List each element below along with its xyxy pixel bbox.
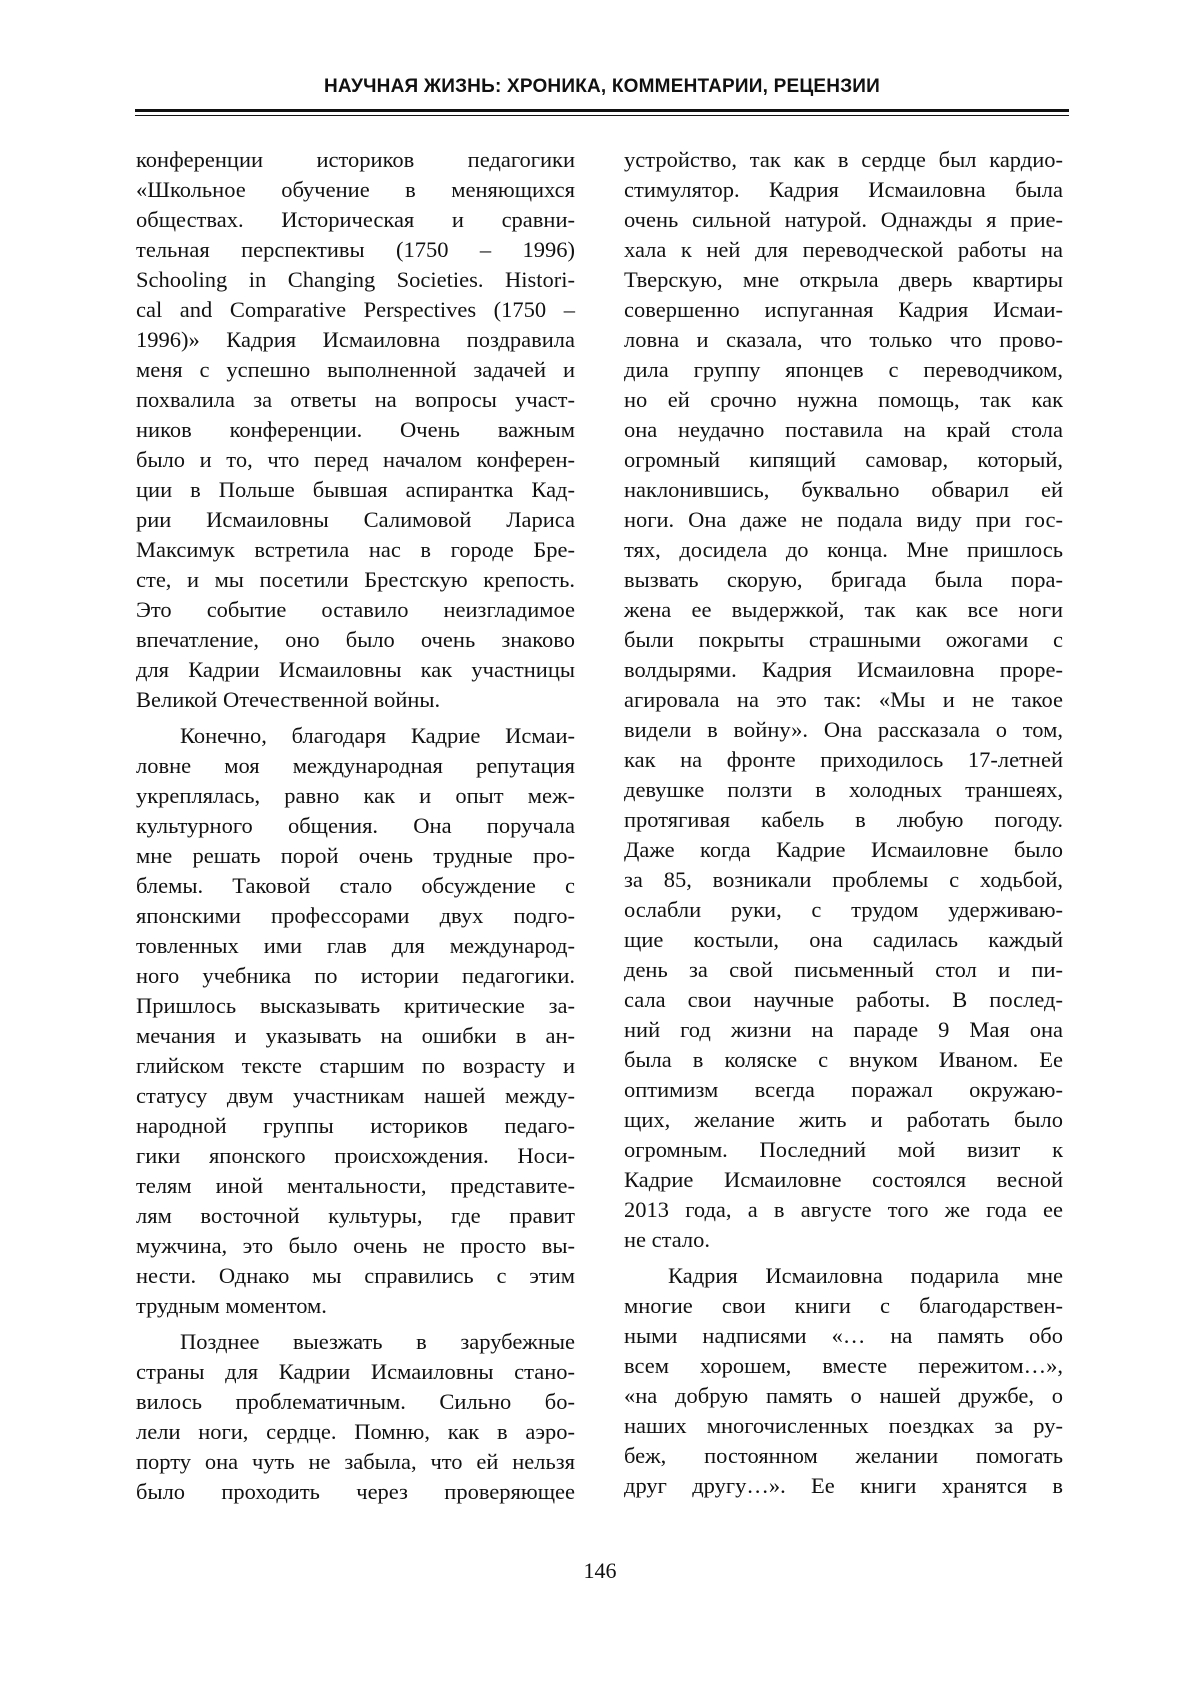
text-line: обществах. Историческая и сравни- [136,207,575,232]
text-line: было и то, что перед началом конферен- [136,447,575,472]
text-line: беж, постоянном желании помогать [624,1443,1063,1468]
text-line: Позднее выезжать в зарубежные [180,1329,575,1354]
text-line: ции в Польше бывшая аспирантка Кад- [136,477,575,502]
text-line: ников конференции. Очень важным [136,417,575,442]
text-line: ловна и сказала, что только что прово- [624,327,1063,352]
text-line: культурного общения. Она поручала [136,813,575,838]
text-line: ний год жизни на параде 9 Мая она [624,1017,1063,1042]
text-line: ными надписями «… на память обо [624,1323,1063,1348]
text-line: тях, досидела до конца. Мне пришлось [624,537,1063,562]
text-line: сте, и мы посетили Брестскую крепость. [136,567,575,592]
text-line: очень сильной натурой. Однажды я прие- [624,207,1063,232]
text-line: наклонившись, буквально обварил ей [624,477,1063,502]
text-line: телям иной ментальности, представите- [136,1173,575,1198]
text-line: огромный кипящий самовар, который, [624,447,1063,472]
text-line: девушке ползти в холодных траншеях, [624,777,1063,802]
text-line: жена ее выдержкой, так как все ноги [624,597,1063,622]
page-number: 146 [583,1558,617,1583]
running-title: НАУЧНАЯ ЖИЗНЬ: ХРОНИКА, КОММЕНТАРИИ, РЕЦЕНЗИИ [323,76,881,97]
text-line: лели ноги, сердце. Помню, как в аэро- [136,1419,575,1444]
text-line: ноги. Она даже не подала виду при гос- [624,507,1063,532]
text-line: глийском тексте старшим по возрасту и [136,1053,575,1078]
text-line: «на добрую память о нашей дружбе, о [624,1383,1063,1408]
text-line: похвалила за ответы на вопросы участ- [136,387,575,412]
text-line: статусу двум участникам нашей между- [136,1083,575,1108]
text-line: Пришлось высказывать критические за- [136,993,575,1018]
text-line: «Школьное обучение в меняющихся [136,177,575,202]
text-line: друг другу…». Ее книги хранятся в [624,1473,1063,1498]
text-line: сала свои научные работы. В послед- [624,987,1063,1012]
text-line: Великой Отечественной войны. [136,687,441,712]
text-line: 2013 года, а в августе того же года ее [624,1197,1063,1222]
text-line: рии Исмаиловны Салимовой Лариса [136,507,575,532]
text-line: Максимук встретила нас в городе Бре- [136,537,575,562]
text-line: мне решать порой очень трудные про- [136,843,575,868]
text-line: порту она чуть не забыла, что ей нельзя [136,1449,575,1474]
text-line: впечатление, оно было очень знаково [136,627,575,652]
text-line: мечания и указывать на ошибки в ан- [136,1023,575,1048]
text-line: 1996)» Кадрия Исмаиловна поздравила [136,327,575,352]
text-line: Это событие оставило неизгладимое [136,597,575,622]
text-line: за 85, возникали проблемы с ходьбой, [624,867,1063,892]
text-line: ослабли руки, с трудом удерживаю- [624,897,1063,922]
text-line: гики японского происхождения. Носи- [136,1143,575,1168]
text-line: ного учебника по истории педагогики. [136,963,575,988]
text-line: протягивая кабель в любую погоду. [624,807,1063,832]
text-line: она неудачно поставила на край стола [624,417,1063,442]
text-line: Даже когда Кадрие Исмаиловне было [624,837,1063,862]
text-line: день за свой письменный стол и пи- [624,957,1063,982]
text-line: укреплялась, равно как и опыт меж- [136,783,575,808]
text-line: конференции историков педагогики [136,147,575,172]
text-line: Кадрия Исмаиловна подарила мне [668,1263,1063,1288]
text-line: меня с успешно выполненной задачей и [136,357,575,382]
text-line: не стало. [624,1227,711,1252]
text-line: хала к ней для переводческой работы на [624,237,1063,262]
text-line: вилось проблематичным. Сильно бо- [136,1389,575,1414]
text-line: совершенно испуганная Кадрия Исмаи- [624,297,1063,322]
text-line: для Кадрии Исмаиловны как участницы [136,657,575,682]
text-line: устройство, так как в сердце был кардио- [624,147,1063,172]
text-line: многие свои книги с благодарствен- [624,1293,1063,1318]
text-line: Конечно, благодаря Кадрие Исмаи- [180,723,575,748]
text-line: было проходить через проверяющее [136,1479,575,1504]
text-line: наших многочисленных поездках за ру- [624,1413,1063,1438]
text-line: видели в войну». Она рассказала о том, [624,717,1063,742]
text-line: нести. Однако мы справились с этим [136,1263,575,1288]
text-line: вызвать скорую, бригада была пора- [624,567,1063,592]
text-line: блемы. Таковой стало обсуждение с [136,873,575,898]
text-column-left [136,145,575,1507]
text-line: огромным. Последний мой визит к [624,1137,1063,1162]
text-line: Schooling in Changing Societies. Histori- [136,267,575,292]
text-line: ловне моя международная репутация [136,753,575,778]
text-line: страны для Кадрии Исмаиловны стано- [136,1359,575,1384]
text-line: дила группу японцев с переводчиком, [624,357,1063,382]
text-line: оптимизм всегда поражал окружаю- [624,1077,1063,1102]
header-rule-thick [135,109,1069,112]
text-line: тельная перспективы (1750 – 1996) [136,237,575,262]
text-line: мужчина, это было очень не просто вы- [136,1233,575,1258]
text-line: Тверскую, мне открыла дверь квартиры [624,267,1063,292]
text-line: народной группы историков педаго- [136,1113,575,1138]
text-line: была в коляске с внуком Иваном. Ее [624,1047,1063,1072]
text-line: Кадрие Исмаиловне состоялся весной [624,1167,1063,1192]
text-line: японскими профессорами двух подго- [136,903,575,928]
text-line: волдырями. Кадрия Исмаиловна проре- [624,657,1063,682]
text-line: cal and Comparative Perspectives (1750 – [136,297,575,322]
text-line: лям восточной культуры, где правит [136,1203,575,1228]
text-line: трудным моментом. [136,1293,327,1318]
text-line: стимулятор. Кадрия Исмаиловна была [624,177,1063,202]
text-line: всем хорошем, вместе пережитом…», [624,1353,1063,1378]
text-line: но ей срочно нужна помощь, так как [624,387,1063,412]
text-line: как на фронте приходилось 17-летней [624,747,1063,772]
header-rule-thin [135,115,1069,116]
text-line: были покрыты страшными ожогами с [624,627,1063,652]
text-line: агировала на это так: «Мы и не такое [624,687,1063,712]
text-line: товленных ими глав для международ- [136,933,575,958]
text-line: щие костыли, она садилась каждый [624,927,1063,952]
text-line: щих, желание жить и работать было [624,1107,1063,1132]
text-column-right [624,145,1063,1501]
